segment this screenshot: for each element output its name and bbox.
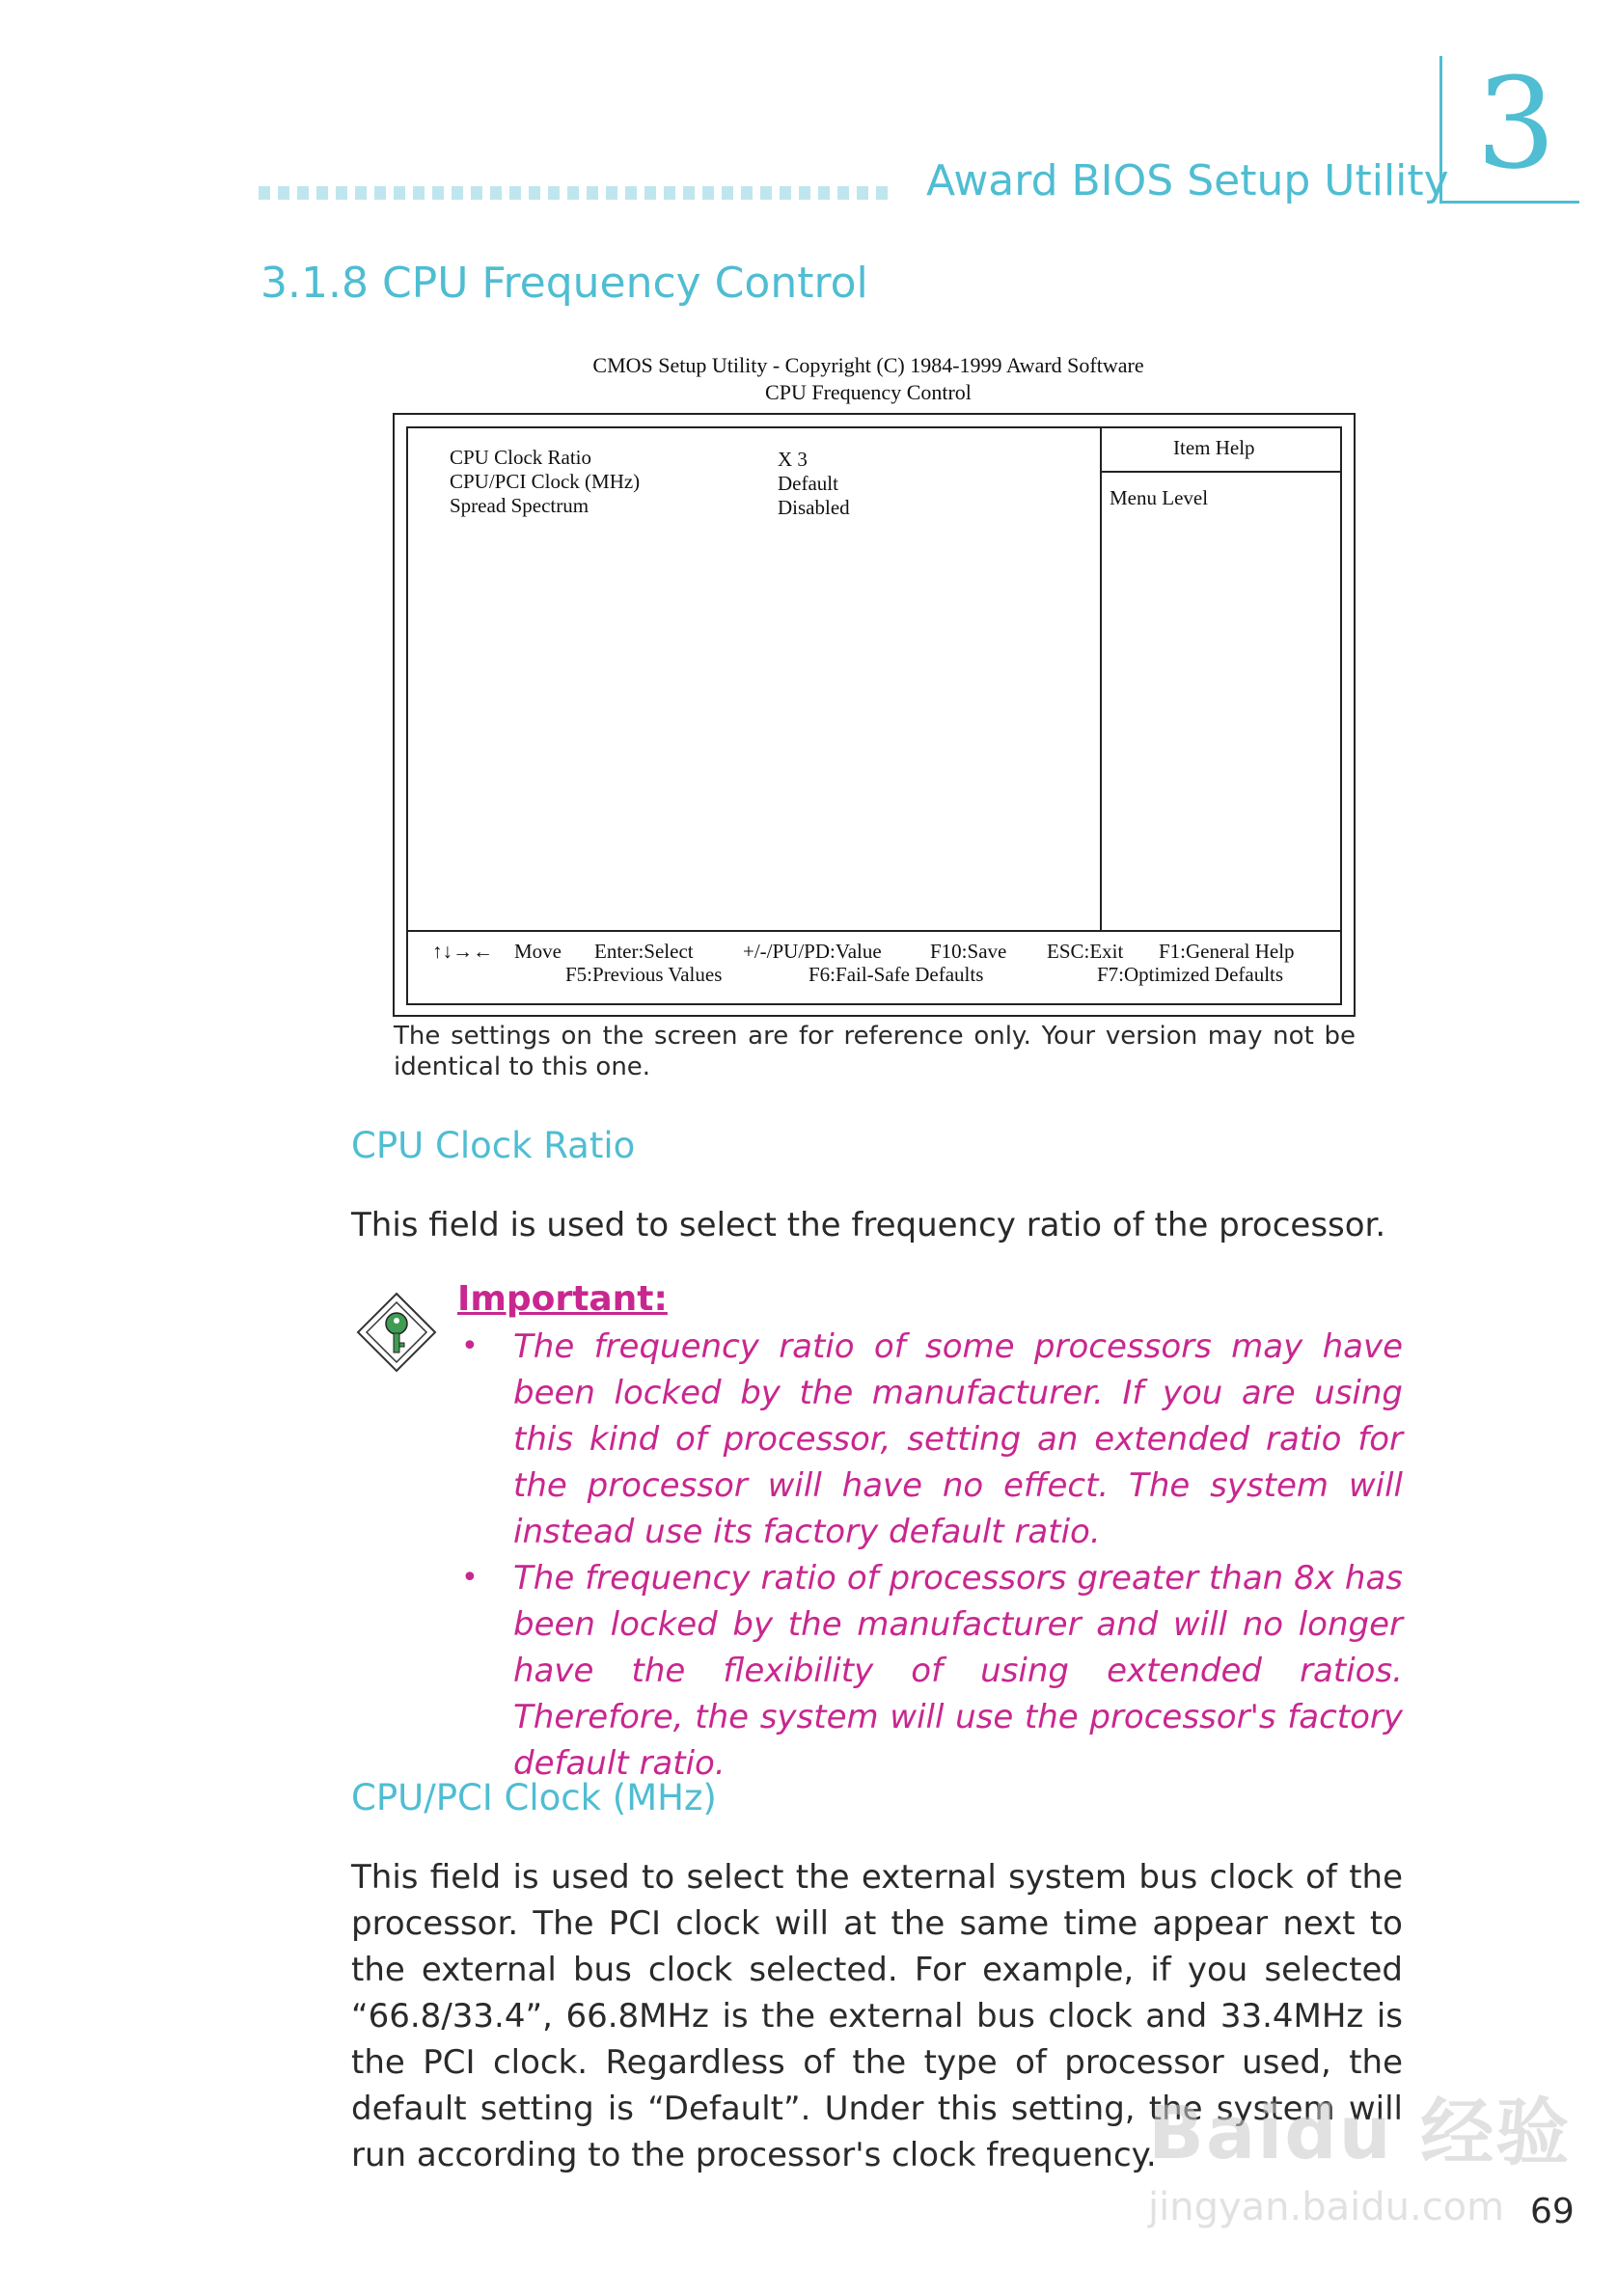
key-move: Move bbox=[514, 940, 562, 963]
watermark-logo-text: Baidu 经验 bbox=[1148, 2090, 1572, 2175]
watermark-url: jingyan.baidu.com bbox=[1148, 2185, 1505, 2229]
header-dot-rule bbox=[259, 186, 905, 202]
bios-caption-title: CPU Frequency Control bbox=[765, 380, 972, 404]
help-title-divider bbox=[1100, 471, 1342, 473]
running-title: Award BIOS Setup Utility bbox=[926, 156, 1449, 205]
key-failsafe-defaults: F6:Fail-Safe Defaults bbox=[808, 963, 984, 986]
key-save: F10:Save bbox=[930, 940, 1007, 963]
key-enter-select: Enter:Select bbox=[594, 940, 694, 963]
bios-item-value[interactable]: X 3 bbox=[778, 448, 808, 471]
key-exit: ESC:Exit bbox=[1047, 940, 1124, 963]
key-optimized-defaults: F7:Optimized Defaults bbox=[1097, 963, 1284, 986]
key-general-help: F1:General Help bbox=[1159, 940, 1295, 963]
bios-item-label[interactable]: CPU Clock Ratio bbox=[450, 446, 592, 469]
important-key-icon bbox=[355, 1291, 438, 1374]
page-number: 69 bbox=[1530, 2192, 1575, 2231]
cpu-pci-clock-text: This field is used to select the external system bus clock of the processor. The PCI clock will at the same time appear next to the external bus clock selected. For example, if you selected “66.8/33.4”, 66.8MHz is the external bus clock and 33.4MHz is the PCI clock. Regardless of the type of processor used, the default setting is “Default”. Under this setting, the system will run according to the processor's clock frequency. bbox=[351, 1858, 1403, 2174]
important-item: The frequency ratio of processors greater than 8x has been locked by the manufacturer and will no longer have the flexibility of using extended ratios. Therefore, the system will use the processor's factory default ratio. bbox=[513, 1559, 1403, 1783]
bullet-icon: • bbox=[461, 1561, 479, 1595]
bios-item-value[interactable]: Disabled bbox=[778, 496, 850, 519]
bios-item-label[interactable]: CPU/PCI Clock (MHz) bbox=[450, 470, 641, 493]
section-title: 3.1.8 CPU Frequency Control bbox=[260, 259, 868, 308]
item-help-text: Menu Level bbox=[1110, 486, 1209, 509]
bullet-icon: • bbox=[461, 1329, 479, 1363]
reference-note: The settings on the screen are for reference only. Your version may not be identical to this one. bbox=[394, 1022, 1356, 1081]
arrow-keys-icon: ↑↓→← bbox=[432, 940, 493, 963]
bios-item-label[interactable]: Spread Spectrum bbox=[450, 494, 589, 517]
bios-item-value[interactable]: Default bbox=[778, 472, 838, 495]
cpu-pci-clock-heading: CPU/PCI Clock (MHz) bbox=[351, 1777, 717, 1818]
important-item: The frequency ratio of some processors may have been locked by the manufacturer. If you are using this kind of processor, setting an extended ratio for the processor will have no effect. The system will instead use its factory default ratio. bbox=[513, 1327, 1403, 1551]
cpu-clock-ratio-text: This field is used to select the frequency ratio of the processor. bbox=[351, 1206, 1386, 1244]
key-previous-values: F5:Previous Values bbox=[565, 963, 723, 986]
chapter-number: 3 bbox=[1476, 50, 1556, 197]
keys-divider bbox=[406, 930, 1342, 932]
important-label: Important: bbox=[457, 1279, 668, 1319]
key-value: +/-/PU/PD:Value bbox=[743, 940, 882, 963]
item-help-title: Item Help bbox=[1173, 436, 1255, 459]
bios-caption-copyright: CMOS Setup Utility - Copyright (C) 1984-1999 Award Software bbox=[592, 353, 1144, 377]
help-panel-divider bbox=[1100, 426, 1102, 932]
cpu-clock-ratio-heading: CPU Clock Ratio bbox=[351, 1125, 636, 1166]
